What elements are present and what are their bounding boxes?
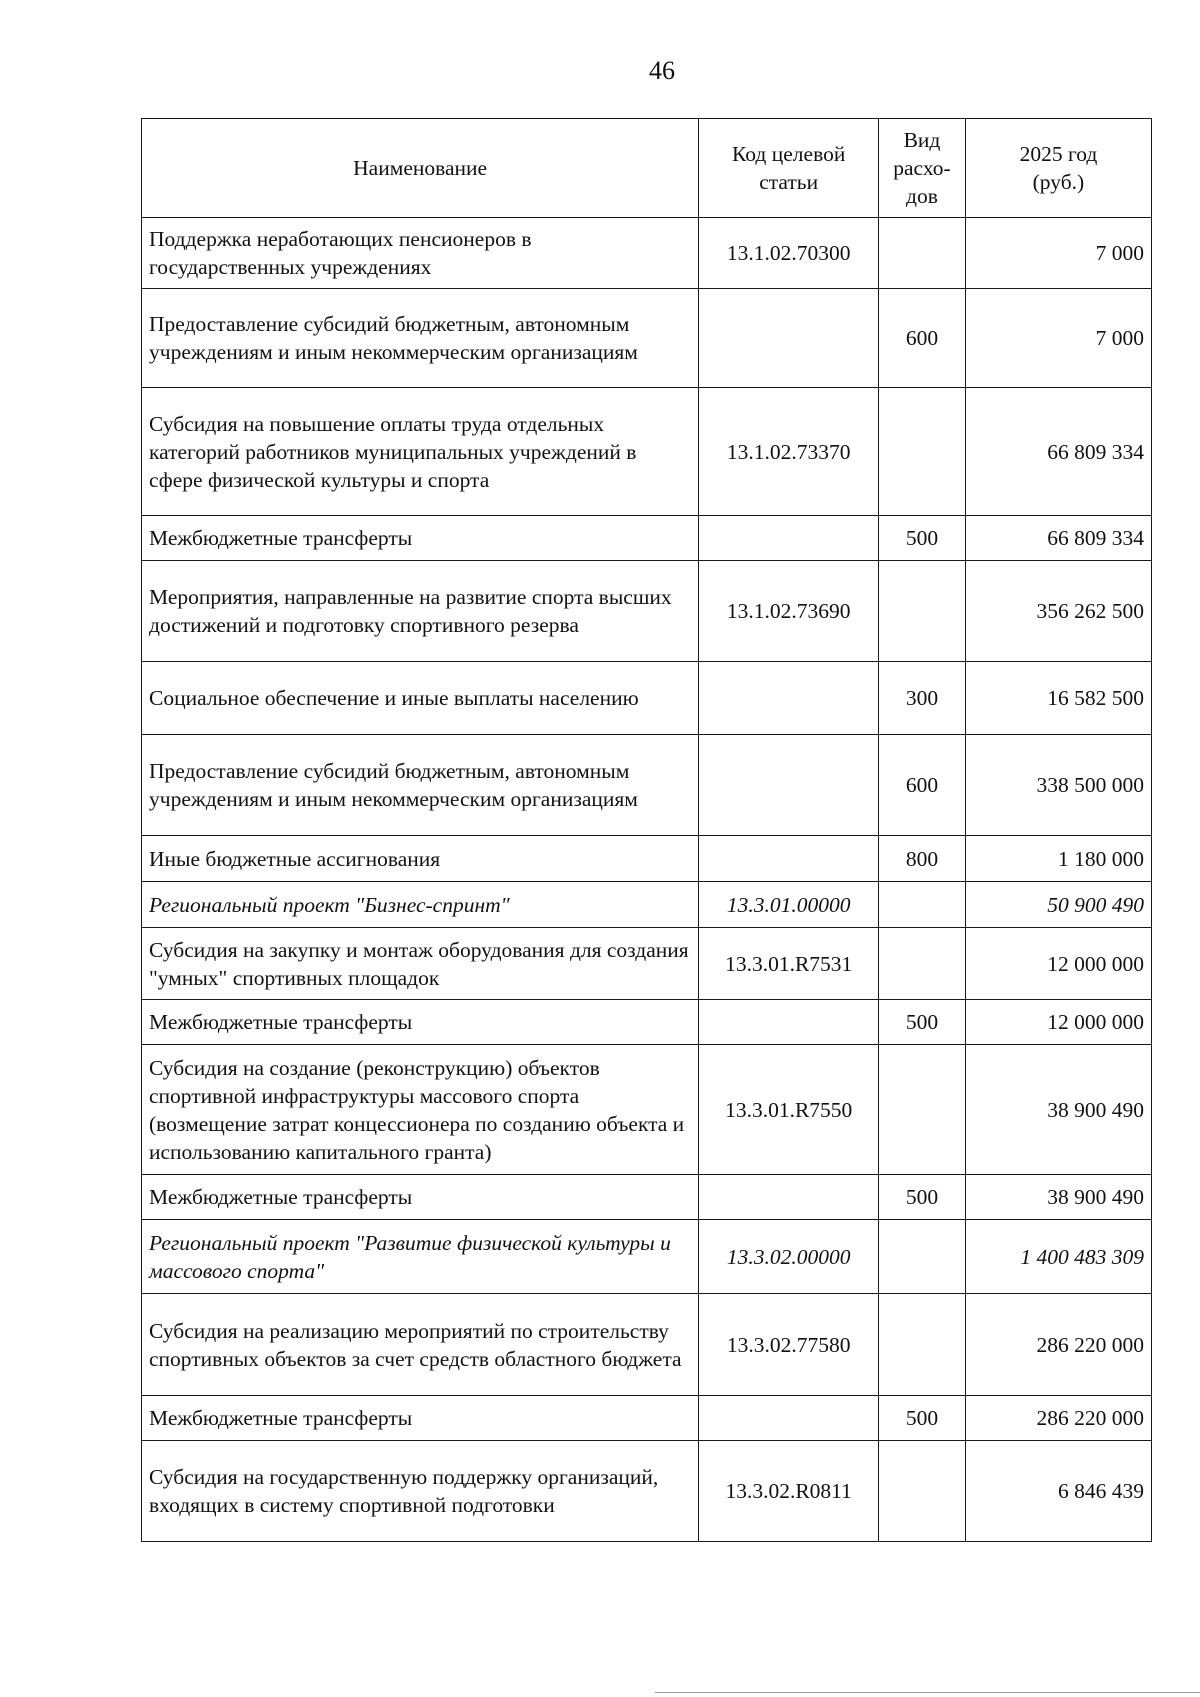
row-amount: 7 000: [965, 218, 1151, 289]
row-code: [699, 662, 879, 735]
row-amount: 338 500 000: [965, 735, 1151, 836]
row-amount: 286 220 000: [965, 1294, 1151, 1396]
header-type: Вид расхо-дов: [879, 119, 966, 218]
row-code: 13.3.01.R7531: [699, 928, 879, 1000]
row-amount: 286 220 000: [965, 1396, 1151, 1441]
bottom-rule: [655, 1692, 1200, 1693]
row-type: [879, 1045, 966, 1175]
budget-table: [141, 118, 1152, 1542]
row-name: Межбюджетные трансферты: [142, 516, 699, 561]
table-row: [142, 218, 1152, 289]
table-row: [142, 561, 1152, 662]
table-row: [142, 1441, 1152, 1542]
row-amount: 66 809 334: [965, 388, 1151, 516]
table-row: [142, 1396, 1152, 1441]
header-code: Код целевой статьи: [699, 119, 879, 218]
row-name: Мероприятия, направленные на развитие спорта высших достижений и подготовку спортивного резерва: [142, 561, 699, 662]
row-type: [879, 1294, 966, 1396]
row-amount: 7 000: [965, 289, 1151, 388]
row-amount: 12 000 000: [965, 1000, 1151, 1045]
row-type: 300: [879, 662, 966, 735]
row-type: 500: [879, 1175, 966, 1220]
row-type: 500: [879, 516, 966, 561]
row-amount: 1 400 483 309: [965, 1220, 1151, 1294]
row-name: Предоставление субсидий бюджетным, автономным учреждениям и иным некоммерческим организациям: [142, 735, 699, 836]
row-type: 500: [879, 1000, 966, 1045]
row-type: 600: [879, 735, 966, 836]
row-type: 600: [879, 289, 966, 388]
table-row: [142, 1294, 1152, 1396]
row-code: 13.1.02.73370: [699, 388, 879, 516]
row-code: [699, 1000, 879, 1045]
row-name: Поддержка неработающих пенсионеров в государственных учреждениях: [142, 218, 699, 289]
row-type: [879, 882, 966, 928]
table-row: [142, 1175, 1152, 1220]
row-amount: 356 262 500: [965, 561, 1151, 662]
row-amount: 1 180 000: [965, 836, 1151, 882]
row-type: [879, 1441, 966, 1542]
row-name: Межбюджетные трансферты: [142, 1175, 699, 1220]
table-header-row: [142, 119, 1152, 218]
row-code: 13.3.01.00000: [699, 882, 879, 928]
row-name: Субсидия на государственную поддержку организаций, входящих в систему спортивной подготовки: [142, 1441, 699, 1542]
row-code: 13.3.02.R0811: [699, 1441, 879, 1542]
row-type: [879, 928, 966, 1000]
page-number: 46: [649, 56, 675, 85]
table-row: [142, 388, 1152, 516]
row-name: Предоставление субсидий бюджетным, автономным учреждениям и иным некоммерческим организациям: [142, 289, 699, 388]
row-type: [879, 218, 966, 289]
row-type: [879, 388, 966, 516]
row-code: 13.3.02.00000: [699, 1220, 879, 1294]
row-code: [699, 516, 879, 561]
table-row: [142, 836, 1152, 882]
row-name: Социальное обеспечение и иные выплаты населению: [142, 662, 699, 735]
row-code: 13.1.02.73690: [699, 561, 879, 662]
row-amount: 66 809 334: [965, 516, 1151, 561]
row-amount: 6 846 439: [965, 1441, 1151, 1542]
table-row: [142, 662, 1152, 735]
row-name: Субсидия на создание (реконструкцию) объектов спортивной инфраструктуры массового спорта (возмещение затрат концессионера по созданию объекта и использованию капитального гранта): [142, 1045, 699, 1175]
row-name: Межбюджетные трансферты: [142, 1396, 699, 1441]
row-name: Субсидия на закупку и монтаж оборудования для создания "умных" спортивных площадок: [142, 928, 699, 1000]
row-code: 13.3.01.R7550: [699, 1045, 879, 1175]
table-row: [142, 1045, 1152, 1175]
row-name: Региональный проект "Развитие физической культуры и массового спорта": [142, 1220, 699, 1294]
row-code: [699, 836, 879, 882]
row-name: Субсидия на повышение оплаты труда отдельных категорий работников муниципальных учреждений в сфере физической культуры и спорта: [142, 388, 699, 516]
row-name: Субсидия на реализацию мероприятий по строительству спортивных объектов за счет средств областного бюджета: [142, 1294, 699, 1396]
table-row: [142, 1000, 1152, 1045]
row-code: [699, 1396, 879, 1441]
table-row: [142, 516, 1152, 561]
row-amount: 38 900 490: [965, 1045, 1151, 1175]
row-name: Межбюджетные трансферты: [142, 1000, 699, 1045]
row-amount: 38 900 490: [965, 1175, 1151, 1220]
row-type: 500: [879, 1396, 966, 1441]
row-code: [699, 289, 879, 388]
table-row: [142, 735, 1152, 836]
row-amount: 16 582 500: [965, 662, 1151, 735]
row-code: 13.3.02.77580: [699, 1294, 879, 1396]
row-name: Иные бюджетные ассигнования: [142, 836, 699, 882]
table-row: [142, 289, 1152, 388]
table-row: [142, 1220, 1152, 1294]
row-type: [879, 561, 966, 662]
header-amount: 2025 год (руб.): [965, 119, 1151, 218]
header-name: Наименование: [142, 119, 699, 218]
row-amount: 12 000 000: [965, 928, 1151, 1000]
row-name: Региональный проект "Бизнес-спринт": [142, 882, 699, 928]
row-code: [699, 735, 879, 836]
row-code: [699, 1175, 879, 1220]
row-code: 13.1.02.70300: [699, 218, 879, 289]
row-amount: 50 900 490: [965, 882, 1151, 928]
table-row: [142, 882, 1152, 928]
row-type: [879, 1220, 966, 1294]
table-row: [142, 928, 1152, 1000]
row-type: 800: [879, 836, 966, 882]
